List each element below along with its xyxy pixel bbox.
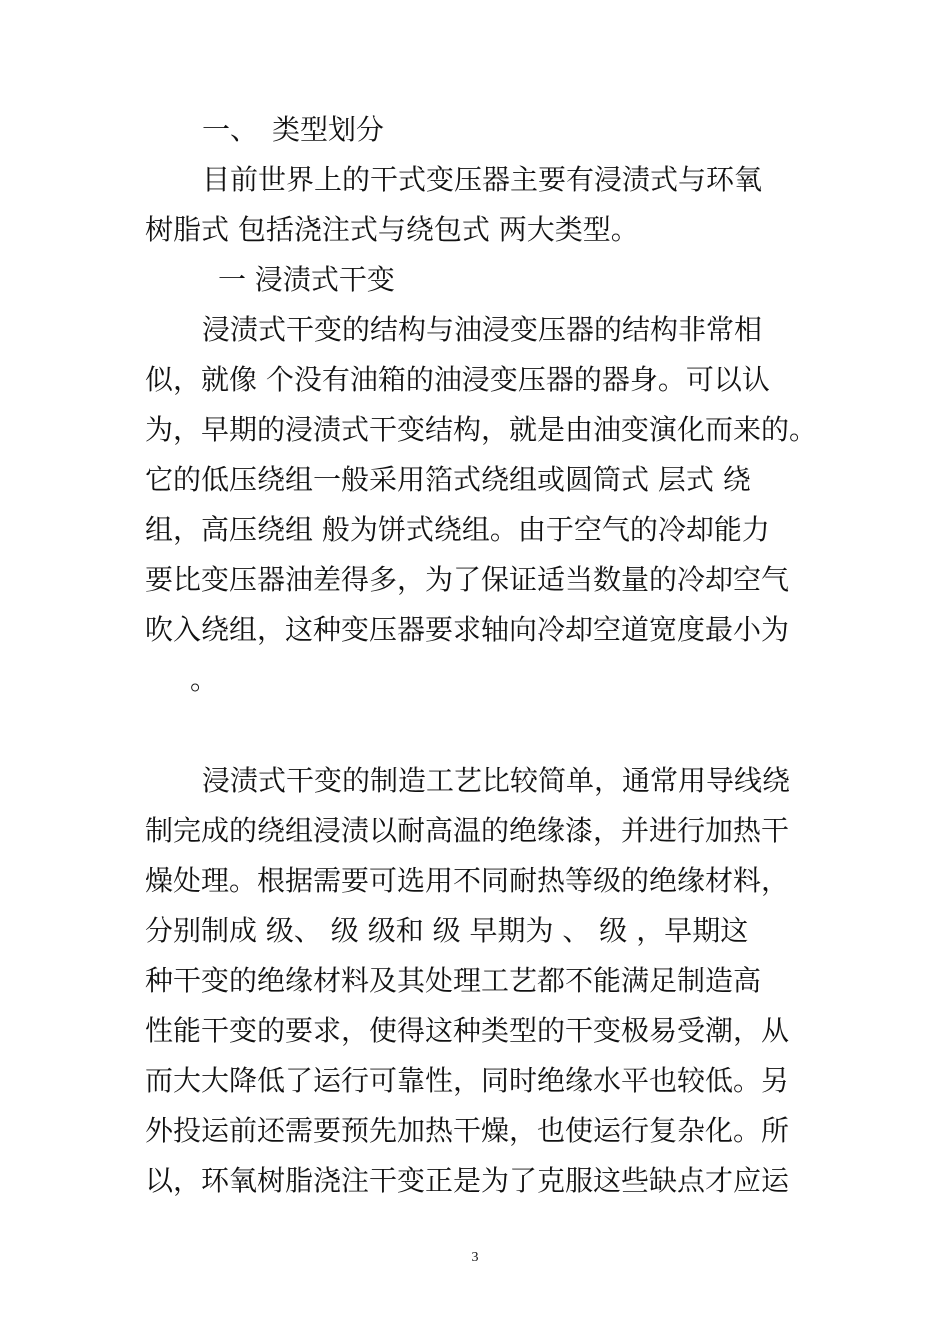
intro-line-2: 树脂式 包括浇注式与绕包式 两大类型。	[145, 213, 639, 246]
para2-line-8: 外投运前还需要预先加热干燥，也使运行复杂化。所	[145, 1114, 790, 1147]
para1-line-4: 它的低压绕组一般采用箔式绕组或圆筒式 层式 绕	[145, 463, 751, 496]
para1-line-1: 浸渍式干变的结构与油浸变压器的结构非常相	[202, 313, 763, 346]
para2-line-9: 以，环氧树脂浇注干变正是为了克服这些缺点才应运	[145, 1164, 790, 1197]
para1-line-6: 要比变压器油差得多，为了保证适当数量的冷却空气	[145, 563, 790, 596]
para1-line-5: 组，高压绕组 般为饼式绕组。由于空气的冷却能力	[145, 513, 770, 546]
para2-line-7: 而大大降低了运行可靠性，同时绝缘水平也较低。另	[145, 1064, 790, 1097]
para1-line-8: 。	[190, 663, 219, 696]
para2-line-5: 种干变的绝缘材料及其处理工艺都不能满足制造高	[145, 964, 762, 997]
para1-line-3: 为，早期的浸渍式干变结构，就是由油变演化而来的。	[145, 413, 818, 446]
para2-line-1: 浸渍式干变的制造工艺比较简单，通常用导线绕	[202, 764, 791, 797]
para2-line-2: 制完成的绕组浸渍以耐高温的绝缘漆，并进行加热干	[145, 814, 790, 847]
para2-line-3: 燥处理。根据需要可选用不同耐热等级的绝缘材料，	[145, 864, 790, 897]
para2-line-4: 分别制成 级、 级 级和 级 早期为 、 级 ，早期这	[145, 914, 749, 947]
para2-line-6: 性能干变的要求，使得这种类型的干变极易受潮，从	[145, 1014, 790, 1047]
para1-line-7: 吹入绕组，这种变压器要求轴向冷却空道宽度最小为	[145, 613, 790, 646]
page-number: 3	[471, 1250, 479, 1265]
section-heading-2: 一 浸渍式干变	[218, 263, 395, 296]
intro-line-1: 目前世界上的干式变压器主要有浸渍式与环氧	[202, 163, 763, 196]
para1-line-2: 似，就像 个没有油箱的油浸变压器的器身。可以认	[145, 363, 770, 396]
section-heading-1: 一、 类型划分	[202, 113, 385, 146]
